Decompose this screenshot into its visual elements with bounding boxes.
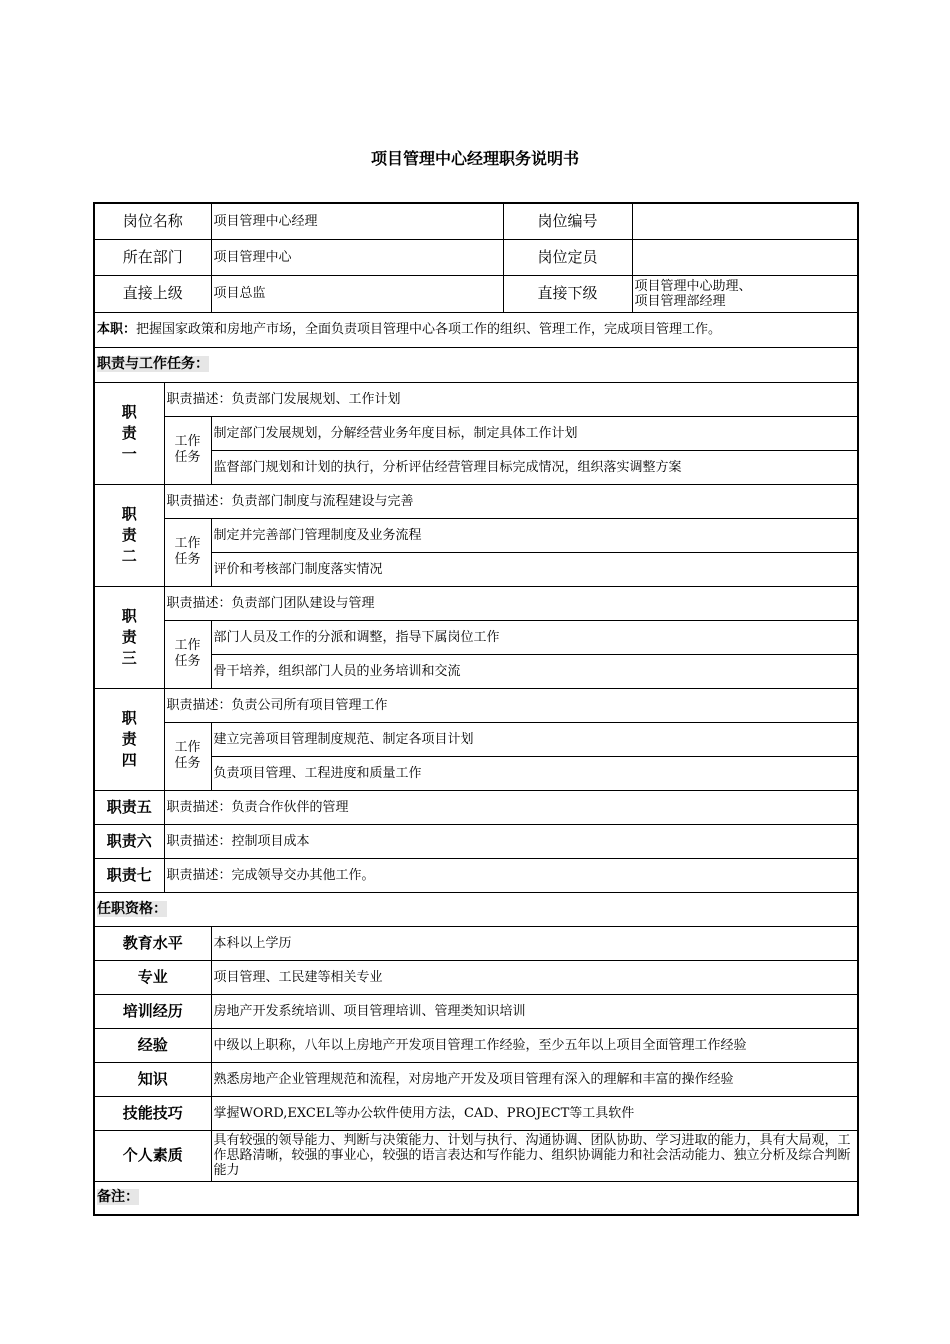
qual-experience-value: 中级以上职称，八年以上房地产开发项目管理工作经验，至少五年以上项目全面管理工作经验: [211, 1028, 858, 1062]
qual-personal-label: 个人素质: [94, 1130, 211, 1181]
duty-4-desc: 职责描述：负责公司所有项目管理工作: [164, 688, 858, 722]
duty-3-task-2: 骨干培养，组织部门人员的业务培训和交流: [211, 654, 858, 688]
qual-training-value: 房地产开发系统培训、项目管理培训、管理类知识培训: [211, 994, 858, 1028]
duty-4-task-label: 工作 任务: [164, 722, 211, 790]
duty-7-desc: 职责描述：完成领导交办其他工作。: [164, 858, 858, 892]
duty-2-task-2: 评价和考核部门制度落实情况: [211, 552, 858, 586]
role-text: 把握国家政策和房地产市场，全面负责项目管理中心各项工作的组织、管理工作，完成项目管理工作。: [136, 322, 722, 337]
subordinate-value: [632, 275, 858, 312]
headcount-value: [632, 239, 858, 275]
qual-experience-label: 经验: [94, 1028, 211, 1062]
qual-major-label: 专业: [94, 960, 211, 994]
duty-1-task-1: 制定部门发展规划，分解经营业务年度目标，制定具体工作计划: [211, 416, 858, 450]
duty-2-name: 职 责 二: [94, 484, 164, 586]
department-value: 项目管理中心: [211, 239, 503, 275]
subordinate-line-2: 项目管理部经理: [634, 293, 726, 309]
headcount-label: 岗位定员: [503, 239, 632, 275]
role-summary: [94, 312, 858, 347]
duty-3-name: 职 责 三: [94, 586, 164, 688]
duty-2-task-label: 工作 任务: [164, 518, 211, 586]
job-description-table: [93, 202, 859, 1216]
page-title: 项目管理中心经理职务说明书: [370, 149, 579, 168]
duty-3-task-1: 部门人员及工作的分派和调整，指导下属岗位工作: [211, 620, 858, 654]
subordinate-line-1: 项目管理中心助理、: [634, 278, 752, 294]
position-name-label: 岗位名称: [94, 203, 211, 239]
qual-knowledge-label: 知识: [94, 1062, 211, 1096]
duty-1-name: 职 责 一: [94, 382, 164, 484]
duty-3-task-label: 工作 任务: [164, 620, 211, 688]
superior-value: 项目总监: [211, 275, 503, 312]
qual-major-value: 项目管理、工民建等相关专业: [211, 960, 858, 994]
duty-4-task-2: 负责项目管理、工程进度和质量工作: [211, 756, 858, 790]
duty-1-task-label: 工作 任务: [164, 416, 211, 484]
qual-education-value: 本科以上学历: [211, 926, 858, 960]
qual-training-label: 培训经历: [94, 994, 211, 1028]
duty-5-name: 职责五: [94, 790, 164, 824]
qual-personal-value: 具有较强的领导能力、判断与决策能力、计划与执行、沟通协调、团队协助、学习进取的能力，具有大局观，工作思路清晰，较强的事业心，较强的语言表达和写作能力、组织协调能力和社会活动能力、独立分析及综合判断能力: [211, 1130, 858, 1181]
duty-6-desc: 职责描述：控制项目成本: [164, 824, 858, 858]
duty-4-name: 职 责 四: [94, 688, 164, 790]
qualifications-heading: 任职资格：: [94, 892, 858, 926]
qual-skills-value: 掌握WORD,EXCEL等办公软件使用方法，CAD、PROJECT等工具软件: [211, 1096, 858, 1130]
qual-knowledge-value: 熟悉房地产企业管理规范和流程，对房地产开发及项目管理有深入的理解和丰富的操作经验: [211, 1062, 858, 1096]
duty-2-task-1: 制定并完善部门管理制度及业务流程: [211, 518, 858, 552]
department-label: 所在部门: [94, 239, 211, 275]
duty-2-desc: 职责描述：负责部门制度与流程建设与完善: [164, 484, 858, 518]
superior-label: 直接上级: [94, 275, 211, 312]
duty-3-desc: 职责描述：负责部门团队建设与管理: [164, 586, 858, 620]
duty-7-name: 职责七: [94, 858, 164, 892]
duty-1-task-2: 监督部门规划和计划的执行，分析评估经营管理目标完成情况，组织落实调整方案: [211, 450, 858, 484]
role-label: 本职：: [97, 322, 137, 337]
duty-1-desc: 职责描述：负责部门发展规划、工作计划: [164, 382, 858, 416]
duty-5-desc: 职责描述：负责合作伙伴的管理: [164, 790, 858, 824]
position-code-value: [632, 203, 858, 239]
qual-education-label: 教育水平: [94, 926, 211, 960]
subordinate-label: 直接下级: [503, 275, 632, 312]
duties-heading: 职责与工作任务：: [94, 347, 858, 382]
remarks-row: [94, 1181, 858, 1215]
position-name-value: 项目管理中心经理: [211, 203, 503, 239]
position-code-label: 岗位编号: [503, 203, 632, 239]
remarks-label: 备注：: [97, 1189, 139, 1206]
duty-4-task-1: 建立完善项目管理制度规范、制定各项目计划: [211, 722, 858, 756]
qual-skills-label: 技能技巧: [94, 1096, 211, 1130]
duty-6-name: 职责六: [94, 824, 164, 858]
